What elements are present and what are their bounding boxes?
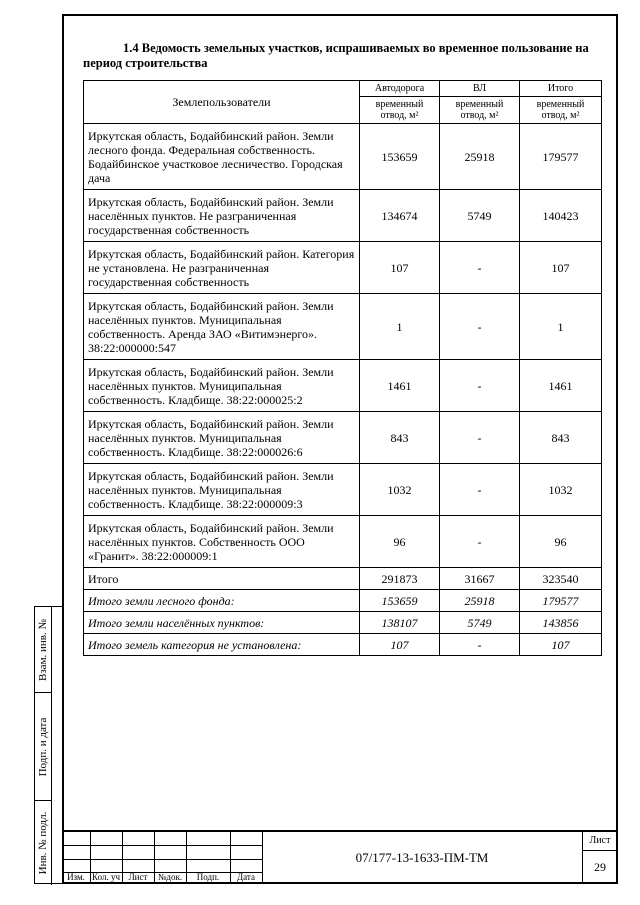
row-vl: - (440, 294, 520, 360)
row-vl: - (440, 464, 520, 516)
side-cell-inv (35, 801, 52, 885)
total-road: 291873 (360, 568, 440, 590)
header-vl: ВЛ (440, 81, 520, 97)
header-users: Землепользователи (84, 81, 360, 124)
title-block (62, 830, 618, 884)
table-row (84, 360, 602, 412)
side-cell-vzam (35, 607, 52, 693)
stamp-label-list: Лист (128, 872, 148, 882)
header-road: Автодорога (360, 81, 440, 97)
document-code: 07/177-13-1633-ПМ-ТМ (355, 850, 489, 865)
row-total: 107 (520, 242, 602, 294)
row-road: 96 (360, 516, 440, 568)
row-total: 843 (520, 412, 602, 464)
subheader-total: временный отвод, м² (520, 97, 602, 124)
row-total: 1032 (520, 464, 602, 516)
total-row (84, 568, 602, 590)
summary-road: 153659 (360, 590, 440, 612)
stamp-label-podp: Подп. (196, 872, 220, 882)
sheet-number: 29 (594, 860, 606, 874)
row-total: 140423 (520, 190, 602, 242)
summary-total: 143856 (520, 612, 602, 634)
summary-row (84, 634, 602, 656)
stamp-label-kol: Кол. уч (92, 872, 120, 882)
row-road: 1032 (360, 464, 440, 516)
summary-total: 107 (520, 634, 602, 656)
table-row (84, 294, 602, 360)
row-desc: Иркутская область, Бодайбинский район. Земли лесного фонда. Федеральная собственность. Бодайбинское участковое лесничество. Городская дача (84, 124, 360, 190)
side-label-inv: Инв. № подл. (37, 811, 49, 875)
row-vl: 5749 (440, 190, 520, 242)
row-desc: Иркутская область, Бодайбинский район. Земли населённых пунктов. Муниципальная собственность. Кладбище. 38:22:000025:2 (84, 360, 360, 412)
table-row (84, 516, 602, 568)
summary-row (84, 612, 602, 634)
row-vl: - (440, 412, 520, 464)
summary-desc: Итого земли населённых пунктов: (84, 612, 360, 634)
row-road: 1461 (360, 360, 440, 412)
stamp-label-ndok: №док. (157, 872, 183, 882)
summary-road: 107 (360, 634, 440, 656)
sheet-label: Лист (589, 835, 611, 846)
row-total: 96 (520, 516, 602, 568)
table-row (84, 242, 602, 294)
total-desc: Итого (84, 568, 360, 590)
summary-desc: Итого земель категория не установлена: (84, 634, 360, 656)
row-desc: Иркутская область, Бодайбинский район. Земли населённых пунктов. Муниципальная собственность. Кладбище. 38:22:000009:3 (84, 464, 360, 516)
total-total: 323540 (520, 568, 602, 590)
row-desc: Иркутская область, Бодайбинский район. Земли населённых пунктов. Муниципальная собственность. Кладбище. 38:22:000026:6 (84, 412, 360, 464)
row-road: 1 (360, 294, 440, 360)
table-row (84, 190, 602, 242)
stamp-label-data: Дата (237, 872, 255, 882)
summary-desc: Итого земли лесного фонда: (84, 590, 360, 612)
row-road: 107 (360, 242, 440, 294)
land-plots-table (83, 80, 602, 656)
row-desc: Иркутская область, Бодайбинский район. Земли населённых пунктов. Муниципальная собственность. Аренда ЗАО «Витимэнерго». 38:22:000000:547 (84, 294, 360, 360)
table-row (84, 124, 602, 190)
summary-total: 179577 (520, 590, 602, 612)
row-vl: 25918 (440, 124, 520, 190)
section-title: 1.4 Ведомость земельных участков, испрашиваемых во временное пользование на период строительства (83, 41, 589, 70)
row-road: 843 (360, 412, 440, 464)
total-vl: 31667 (440, 568, 520, 590)
summary-vl: - (440, 634, 520, 656)
side-cell-podp (35, 693, 52, 801)
row-road: 153659 (360, 124, 440, 190)
table-body (84, 124, 602, 656)
row-total: 1 (520, 294, 602, 360)
table-row (84, 464, 602, 516)
row-desc: Иркутская область, Бодайбинский район. Земли населённых пунктов. Не разграниченная государственная собственность (84, 190, 360, 242)
summary-vl: 25918 (440, 590, 520, 612)
row-road: 134674 (360, 190, 440, 242)
summary-road: 138107 (360, 612, 440, 634)
stamp-label-izm: Изм. (67, 872, 85, 882)
row-desc: Иркутская область, Бодайбинский район. Категория не установлена. Не разграниченная государственная собственность (84, 242, 360, 294)
side-stamp (34, 606, 62, 884)
row-desc: Иркутская область, Бодайбинский район. Земли населённых пунктов. Собственность ООО «Гранит». 38:22:000009:1 (84, 516, 360, 568)
summary-row (84, 590, 602, 612)
header-total: Итого (520, 81, 602, 97)
row-vl: - (440, 360, 520, 412)
side-label-podp: Подп. и дата (37, 717, 49, 776)
row-vl: - (440, 242, 520, 294)
side-label-vzam: Взам. инв. № (37, 618, 49, 681)
row-vl: - (440, 516, 520, 568)
summary-vl: 5749 (440, 612, 520, 634)
table-row (84, 412, 602, 464)
row-total: 1461 (520, 360, 602, 412)
subheader-road: временный отвод, м² (360, 97, 440, 124)
subheader-vl: временный отвод, м² (440, 97, 520, 124)
row-total: 179577 (520, 124, 602, 190)
